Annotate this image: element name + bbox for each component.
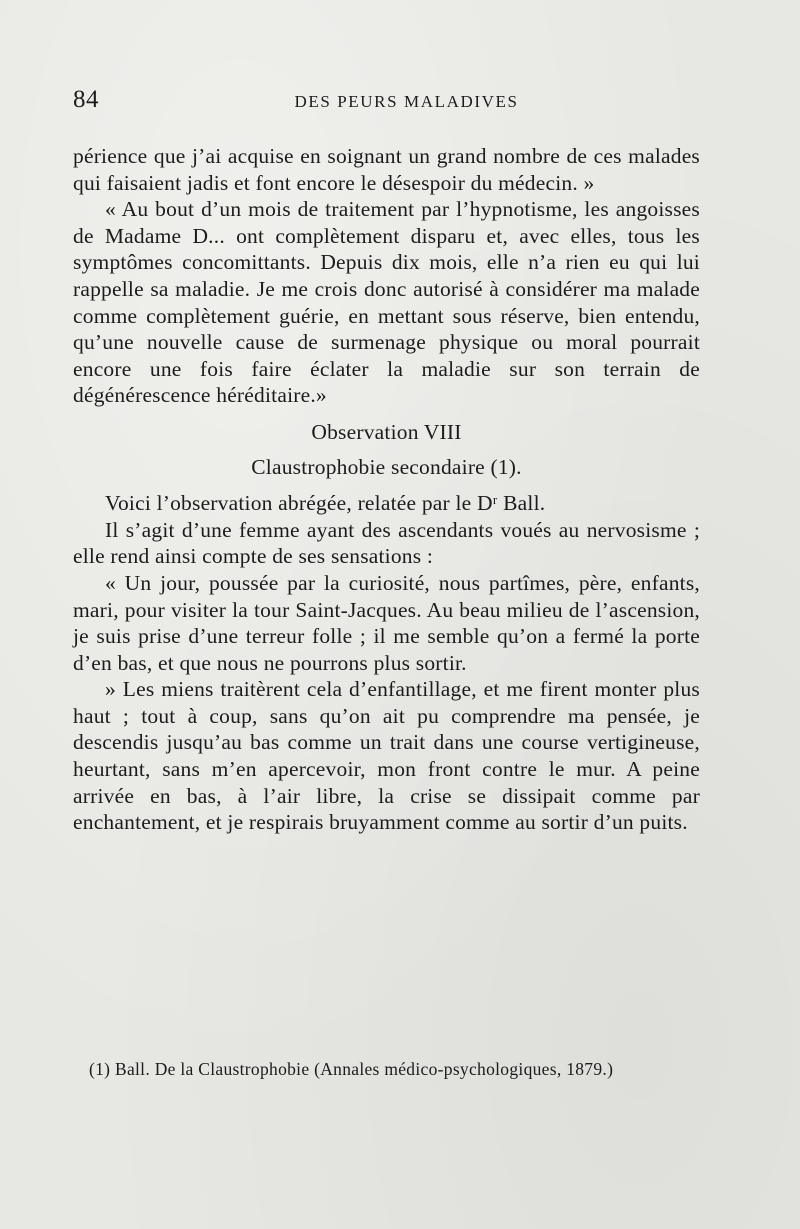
page-header: [73, 86, 700, 118]
paragraph-quote-1: « Un jour, poussée par la curiosité, nous partîmes, père, enfants, mari, pour visiter la tour Saint-Jacques. Au beau milieu de l’ascension, je suis prise d’une terreur folle ; il me semble qu’on a fermé la porte d’en bas, et que nous ne pourrons plus sortir.: [73, 570, 700, 675]
footnote-text: (1) Ball. De la Claustrophobie (Annales médico-psychologiques, 1879.): [89, 1059, 614, 1079]
observation-title: Observation VIII: [311, 419, 462, 444]
paragraph-treatment-result: « Au bout d’un mois de traitement par l’hypnotisme, les angoisses de Madame D... ont complètement disparu et, avec elles, tous les symptômes concomittants. Depuis dix mois, elle n’a rien eu qui lui rappelle sa maladie. Je me crois donc autorisé à considérer ma malade comme complètement guérie, en mettant sous réserve, bien entendu, qu’une nouvelle cause de surmenage physique ou moral pourrait encore une fois faire éclater la maladie sur son terrain de dégénérescence héréditaire.»: [73, 197, 700, 408]
body-text: [73, 143, 700, 836]
paragraph-patient: Il s’agit d’une femme ayant des ascendants voués au nervosisme ; elle rend ainsi compte de ses sensations :: [73, 517, 700, 569]
paragraph-quote-2: » Les miens traitèrent cela d’enfantillage, et me firent monter plus haut ; tout à coup, sans qu’on ait pu comprendre ma pensée, je descendis jusqu’au bas comme un trait dans une course vertigineuse, heurtant, sans m’en apercevoir, mon front contre le mur. A peine arrivée en bas, à l’air libre, la crise se dissipait comme par enchantement, et je respirais bruyamment comme au sortir d’un puits.: [73, 677, 700, 835]
observation-subtitle: Claustrophobie secondaire (1).: [251, 454, 522, 479]
footnote: [73, 1058, 700, 1080]
page-number: 84: [73, 86, 99, 113]
paragraph-continuation: périence que j’ai acquise en soignant un grand nombre de ces malades qui faisaient jadis et font encore le désespoir du médecin. »: [73, 144, 700, 195]
running-title: DES PEURS MALADIVES: [294, 92, 519, 111]
paragraph-intro: Voici l’observation abrégée, relatée par le Dʳ Ball.: [105, 491, 546, 516]
